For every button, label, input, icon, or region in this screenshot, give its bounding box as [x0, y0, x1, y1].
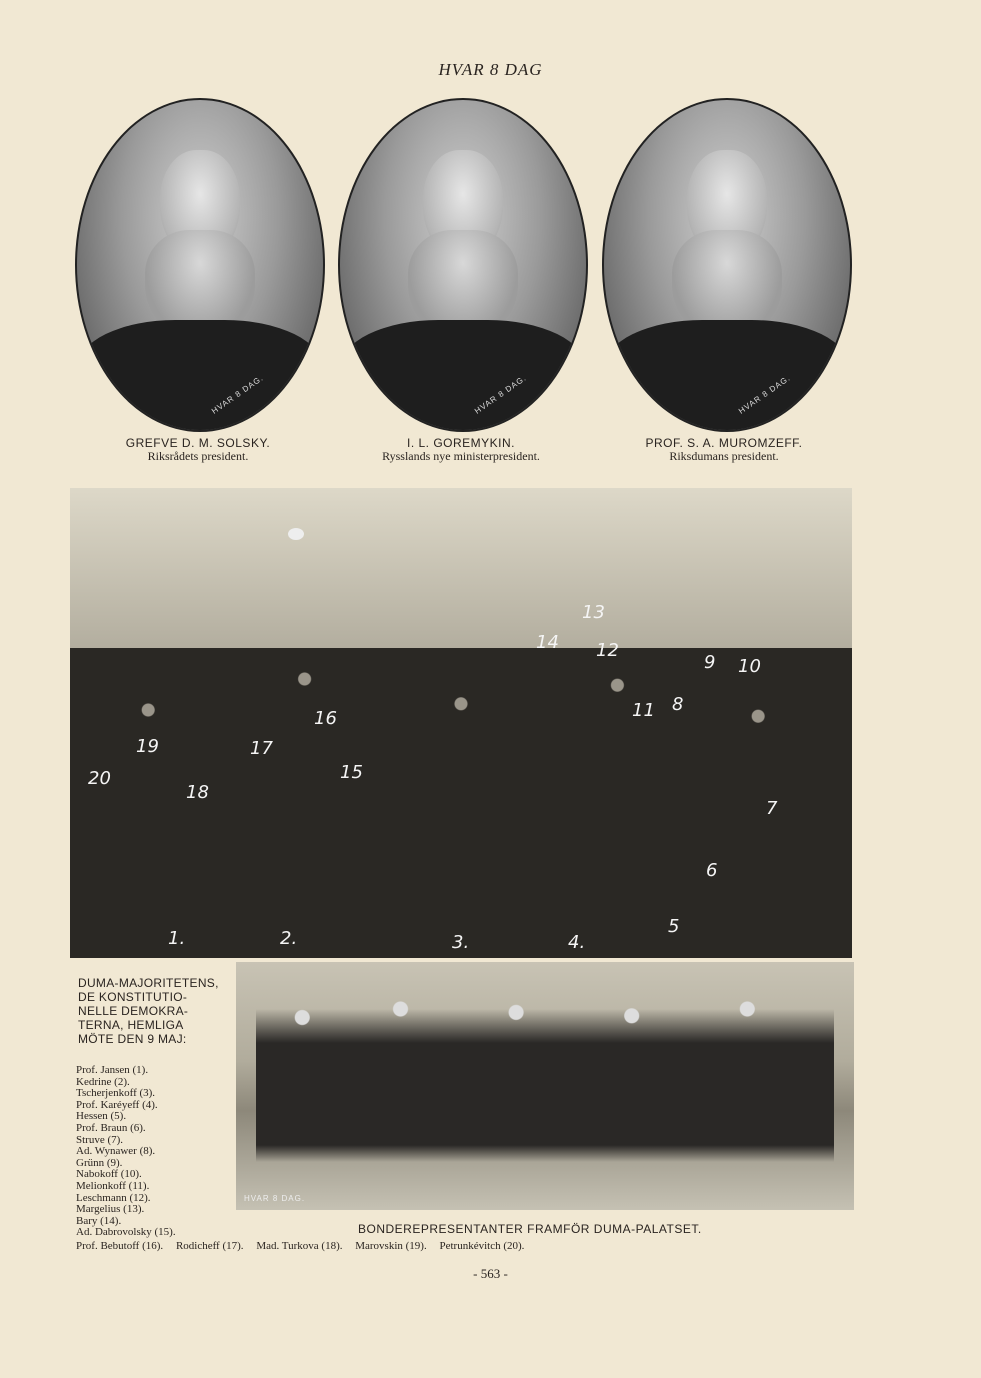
- person-number: 5: [668, 916, 680, 937]
- page-header: HVAR 8 DAG: [438, 60, 543, 79]
- group-of-people: [256, 992, 834, 1162]
- person-number: 13: [582, 602, 605, 623]
- portrait-role: Riksdumans president.: [669, 449, 779, 463]
- person-number: 19: [136, 736, 159, 757]
- portrait-name: I. L. GOREMYKIN.: [406, 436, 516, 450]
- participant-list-continued: [76, 1240, 856, 1252]
- person-number: 17: [250, 738, 273, 759]
- crowd: [70, 648, 852, 958]
- participant-list: [76, 1065, 246, 1239]
- portrait-caption-muromzeff: [594, 437, 854, 463]
- participant-name: Margelius (13).: [76, 1203, 145, 1216]
- portrait-coat: [77, 320, 323, 432]
- participant-name: Leschmann (12).: [76, 1191, 151, 1204]
- participant-name: Melionkoff (11).: [76, 1179, 150, 1192]
- participant-name: Prof. Bebutoff (16).: [76, 1240, 164, 1252]
- participant-name: Marovskin (19).: [355, 1240, 427, 1252]
- participant-name: Rodicheff (17).: [175, 1240, 244, 1252]
- photo-stamp: HVAR 8 DAG.: [472, 373, 529, 416]
- portrait-goremykin: [338, 98, 588, 432]
- person-number: 18: [186, 782, 209, 803]
- caption-line: MÖTE DEN 9 MAJ:: [78, 1032, 187, 1046]
- participant-name: Nabokoff (10).: [76, 1168, 142, 1181]
- meeting-photo: [70, 488, 852, 958]
- participant-name: Ad. Wynawer (8).: [76, 1145, 156, 1158]
- caption-line: TERNA, HEMLIGA: [78, 1018, 184, 1032]
- participant-name: Struve (7).: [76, 1133, 124, 1146]
- participant-name: Bary (14).: [76, 1214, 122, 1227]
- portrait-muromzeff: [602, 98, 852, 432]
- peasants-photo-caption: BONDEREPRESENTANTER FRAMFÖR DUMA-PALATSET.: [358, 1222, 702, 1236]
- hall-wall: [70, 488, 852, 648]
- page-number: - 563 -: [473, 1266, 508, 1281]
- photo-stamp: HVAR 8 DAG.: [736, 373, 793, 416]
- portrait-coat: [340, 320, 586, 432]
- participant-name: Hessen (5).: [76, 1110, 127, 1123]
- participant-name: Petrunkévitch (20).: [439, 1240, 525, 1252]
- portrait-role: Rysslands nye ministerpresident.: [382, 449, 540, 463]
- person-number: 11: [632, 700, 655, 721]
- caption-line: DUMA-MAJORITETENS,: [78, 976, 219, 990]
- portrait-name: PROF. S. A. MUROMZEFF.: [645, 436, 803, 450]
- portrait-coat: [604, 320, 850, 432]
- photo-stamp: HVAR 8 DAG.: [209, 373, 266, 416]
- meeting-caption-title: [78, 976, 234, 1046]
- person-number: 9: [704, 652, 716, 673]
- photo-stamp: HVAR 8 DAG.: [244, 1194, 306, 1203]
- participant-name: Ad. Dabrovolsky (15).: [76, 1226, 176, 1239]
- person-number: 16: [314, 708, 337, 729]
- person-number: 3.: [452, 932, 470, 953]
- person-number: 7: [766, 798, 778, 819]
- portrait-solsky: [75, 98, 325, 432]
- person-number: 15: [340, 762, 363, 783]
- person-number: 4.: [568, 932, 586, 953]
- person-number: 2.: [280, 928, 298, 949]
- participant-name: Prof. Karéyeff (4).: [76, 1098, 158, 1111]
- participant-name: Prof. Jansen (1).: [76, 1064, 149, 1076]
- portrait-caption-solsky: [68, 437, 328, 463]
- caption-line: DE KONSTITUTIO-: [78, 990, 188, 1004]
- person-number: 6: [706, 860, 718, 881]
- person-number: 8: [672, 694, 684, 715]
- portrait-caption-goremykin: [331, 437, 591, 463]
- participant-name: Prof. Braun (6).: [76, 1121, 146, 1134]
- participant-name: Mad. Turkova (18).: [256, 1240, 343, 1252]
- caption-line: NELLE DEMOKRA-: [78, 1004, 189, 1018]
- person-number: 12: [596, 640, 619, 661]
- participant-name: Kedrine (2).: [76, 1075, 130, 1088]
- ceiling-lamp: [288, 528, 304, 540]
- person-number: 14: [536, 632, 559, 653]
- participant-name: Grünn (9).: [76, 1156, 123, 1169]
- peasants-photo: [236, 962, 854, 1210]
- portrait-name: GREFVE D. M. SOLSKY.: [125, 436, 271, 450]
- portrait-role: Riksrådets president.: [147, 449, 249, 463]
- person-number: 1.: [168, 928, 186, 949]
- person-number: 10: [738, 656, 761, 677]
- person-number: 20: [88, 768, 111, 789]
- participant-name: Tscherjenkoff (3).: [76, 1087, 156, 1100]
